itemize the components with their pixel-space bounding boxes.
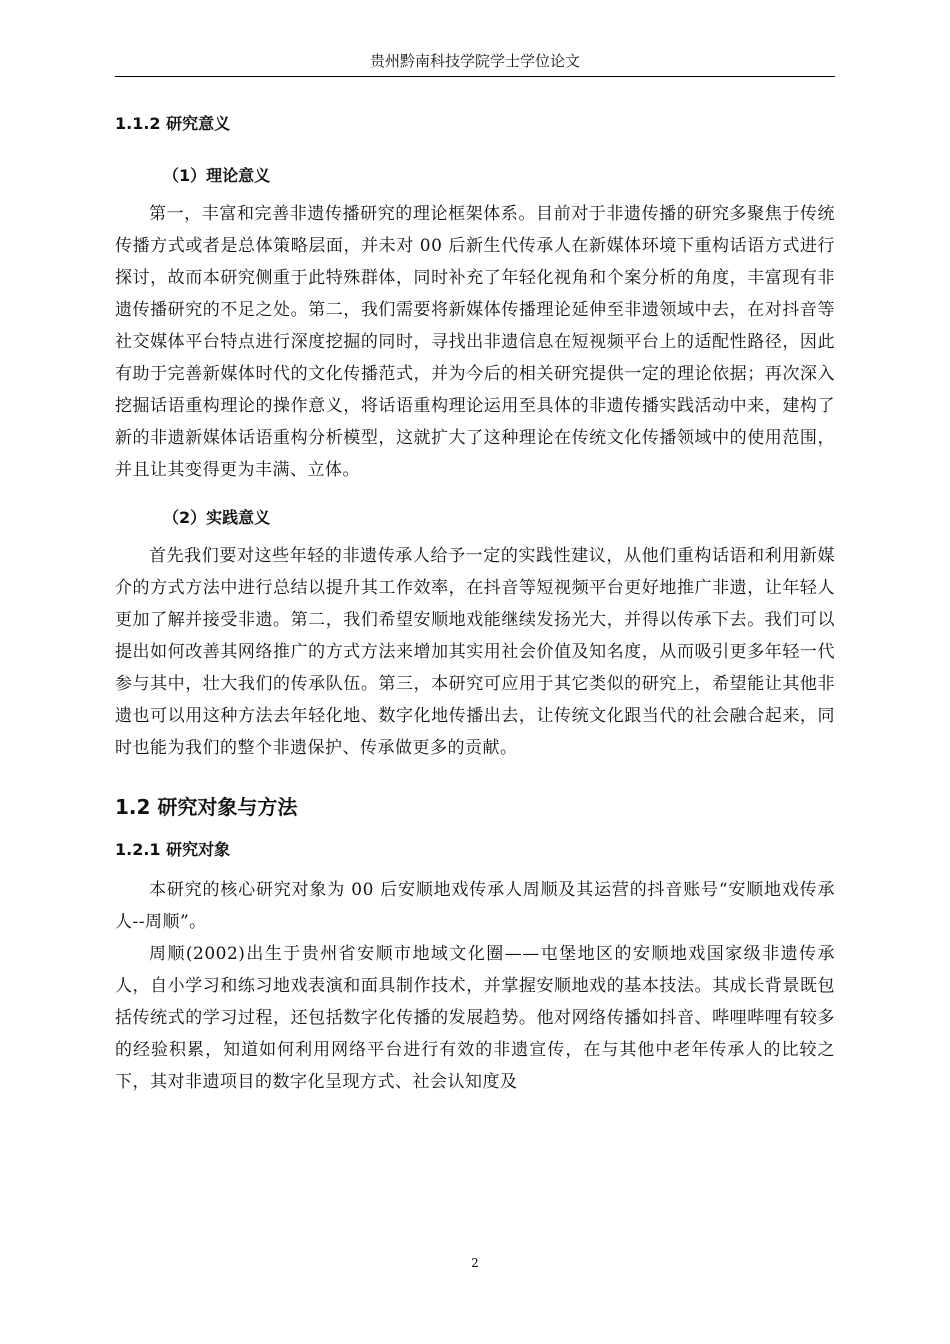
page-header bbox=[115, 50, 835, 77]
paragraph-theory: 第一，丰富和完善非遗传播研究的理论框架体系。目前对于非遗传播的研究多聚焦于传统传播方式或者是总体策略层面，并未对 00 后新生代传承人在新媒体环境下重构话语方式进行探讨，故而本研究侧重于此特殊群体，同时补充了年轻化视角和个案分析的角度，丰富现有非遗传播研究的不足之处。第二，我们需要将新媒体传播理论延伸至非遗领域中去，在对抖音等社交媒体平台特点进行深度挖掘的同时，寻找出非遗信息在短视频平台上的适配性路径，因此有助于完善新媒体时代的文化传播范式，并为今后的相关研究提供一定的理论依据；再次深入挖掘话语重构理论的操作意义，将话语重构理论运用至具体的非遗传播实践活动中来，建构了新的非遗新媒体话语重构分析模型，这就扩大了这种理论在传统文化传播领域中的使用范围，并且让其变得更为丰满、立体。 bbox=[115, 204, 835, 480]
subheading-practice: （2）实践意义 bbox=[163, 508, 271, 527]
section-heading-1-1-2: 1.1.2 研究意义 bbox=[115, 114, 231, 133]
page-content bbox=[115, 112, 835, 1098]
subheading-theory: （1）理论意义 bbox=[163, 166, 271, 185]
header-title: 贵州黔南科技学院学士学位论文 bbox=[369, 52, 580, 70]
paragraph-object-1: 本研究的核心研究对象为 00 后安顺地戏传承人周顺及其运营的抖音账号“安顺地戏传承人--周顺”。 bbox=[115, 880, 835, 932]
section-heading-1-2: 1.2 研究对象与方法 bbox=[115, 795, 298, 819]
section-heading-1-2-1: 1.2.1 研究对象 bbox=[115, 840, 231, 859]
page-number: 2 bbox=[471, 1256, 479, 1270]
paragraph-practice: 首先我们要对这些年轻的非遗传承人给予一定的实践性建议，从他们重构话语和利用新媒介的方式方法中进行总结以提升其工作效率，在抖音等短视频平台更好地推广非遗，让年轻人更加了解并接受非遗。第二，我们希望安顺地戏能继续发扬光大，并得以传承下去。我们可以提出如何改善其网络推广的方式方法来增加其实用社会价值及知名度，从而吸引更多年轻一代参与其中，壮大我们的传承队伍。第三，本研究可应用于其它类似的研究上，希望能让其他非遗也可以用这种方法去年轻化地、数字化地传播出去，让传统文化跟当代的社会融合起来，同时也能为我们的整个非遗保护、传承做更多的贡献。 bbox=[115, 546, 835, 758]
paragraph-object-2: 周顺(2002)出生于贵州省安顺市地域文化圈——屯堡地区的安顺地戏国家级非遗传承人，自小学习和练习地戏表演和面具制作技术，并掌握安顺地戏的基本技法。其成长背景既包括传统式的学习过程，还包括数字化传播的发展趋势。他对网络传播如抖音、哔哩哔哩有较多的经验积累，知道如何利用网络平台进行有效的非遗宣传，在与其他中老年传承人的比较之下，其对非遗项目的数字化呈现方式、社会认知度及 bbox=[115, 944, 835, 1092]
